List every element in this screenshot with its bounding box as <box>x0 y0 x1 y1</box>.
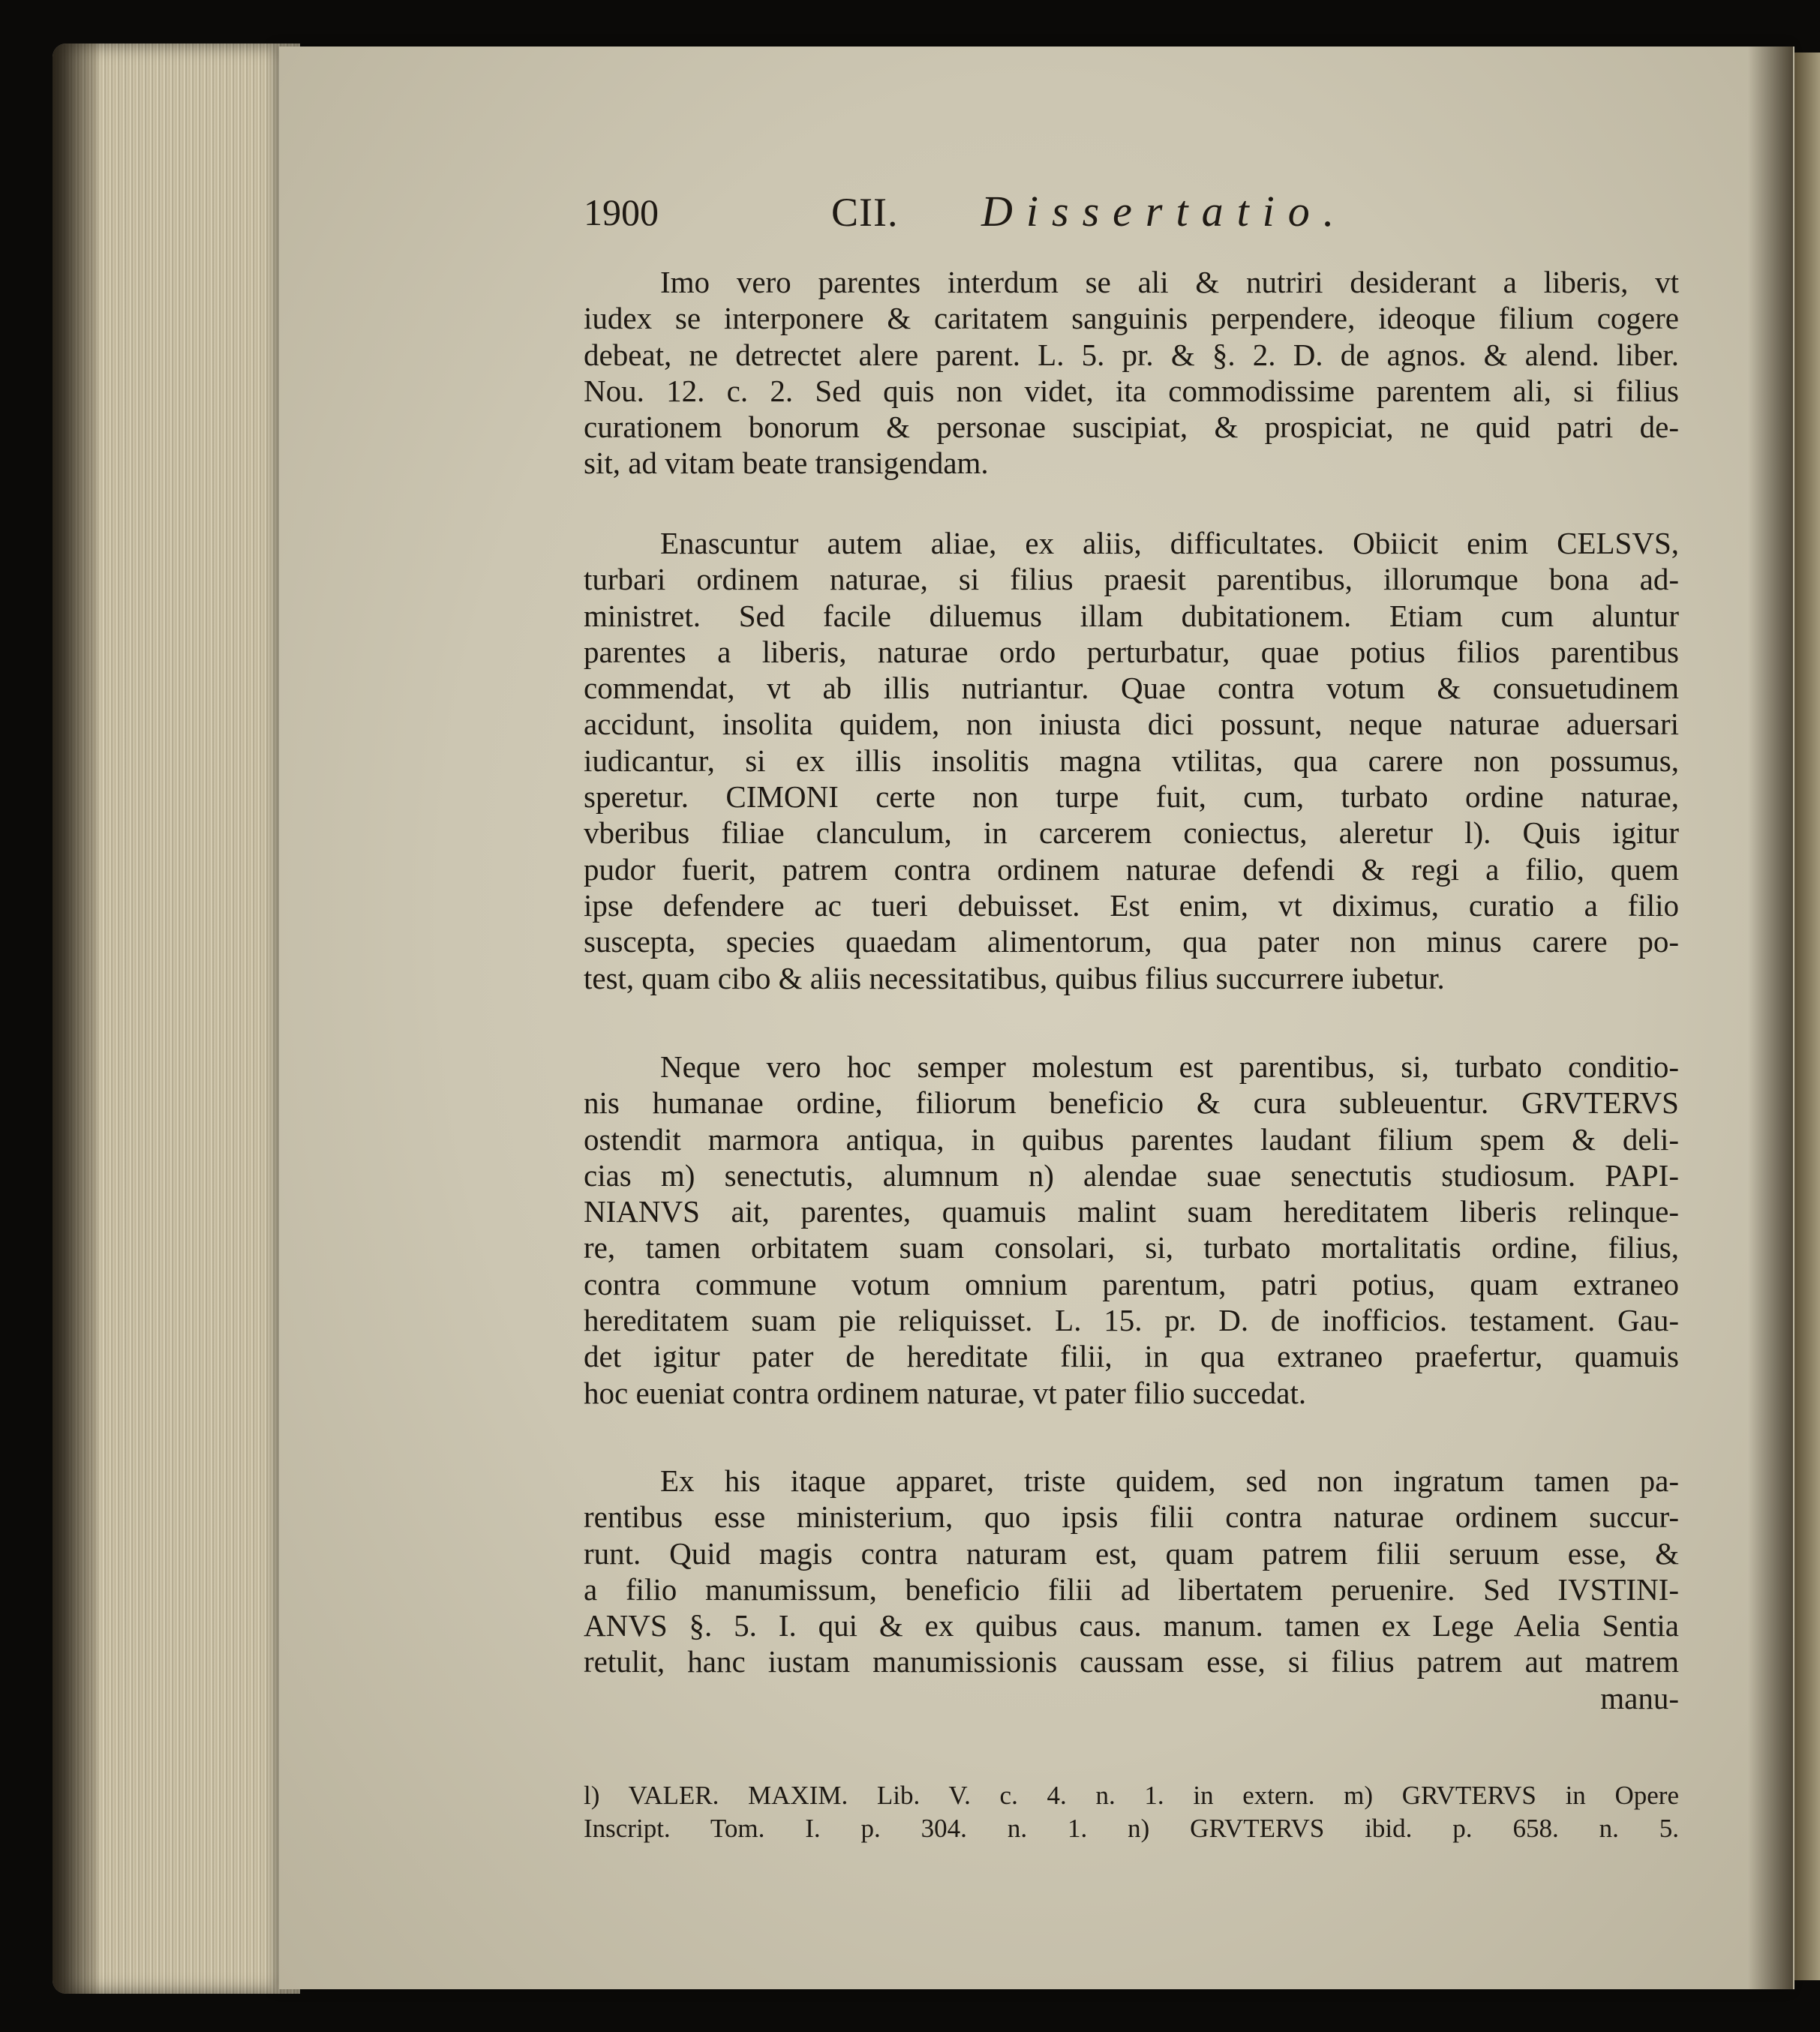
text-line: Enascuntur autem aliae, ex aliis, difficultates. Obiicit enim CELSVS, <box>660 526 1679 560</box>
footnote-line: Inscript. Tom. I. p. 304. n. 1. n) GRVTERVS ibid. p. 658. n. 5. <box>584 1814 1679 1843</box>
page-number: 1900 <box>584 191 659 233</box>
text-line: speretur. CIMONI certe non turpe fuit, cum, turbato ordine naturae, <box>584 779 1679 815</box>
text-line: test, quam cibo & aliis necessitatibus, quibus filius succurrere iubetur. <box>584 960 1445 995</box>
text-line: ANVS §. 5. I. qui & ex quibus caus. manum. tamen ex Lege Aelia Sentia <box>584 1608 1679 1643</box>
text-line: retulit, hanc iustam manumissionis caussam esse, si filius patrem aut matrem <box>584 1644 1679 1679</box>
text-line: iudex se interponere & caritatem sanguinis perpendere, ideoque filium cogere <box>584 301 1679 336</box>
text-line: runt. Quid magis contra naturam est, quam patrem filii seruum esse, & <box>584 1535 1679 1571</box>
text-line: turbari ordinem naturae, si filius praesit parentibus, illorumque bona ad- <box>584 562 1679 597</box>
dissertation-number: CII. <box>831 190 899 235</box>
text-line: accidunt, insolita quidem, non iniusta dici possunt, neque naturae aduersari <box>584 707 1679 742</box>
footnote-line: l) VALER. MAXIM. Lib. V. c. 4. n. 1. in extern. m) GRVTERVS in Opere <box>584 1781 1679 1810</box>
text-line: parentes a liberis, naturae ordo perturbatur, quae potius filios parentibus <box>584 634 1679 669</box>
text-line: ipse defendere ac tueri debuisset. Est enim, vt diximus, curatio a filio <box>584 887 1679 923</box>
footnotes <box>584 1779 1679 1845</box>
paragraph-4 <box>584 1463 1679 1716</box>
paragraph-2 <box>584 525 1679 996</box>
paragraph-1 <box>584 264 1679 482</box>
text-line: iudicantur, si ex illis insolitis magna vtilitas, qua carere non possumus, <box>584 743 1679 778</box>
text-line: det igitur pater de hereditate filii, in qua extraneo praefertur, quamuis <box>584 1339 1679 1374</box>
text-line: curationem bonorum & personae suscipiat, & prospiciat, ne quid patri de- <box>584 410 1679 445</box>
text-line: hoc eueniat contra ordinem naturae, vt pater filio succedat. <box>584 1375 1307 1410</box>
running-header <box>584 186 1679 246</box>
text-line: debeat, ne detrectet alere parent. L. 5. pr. & §. 2. D. de agnos. & alend. liber. <box>584 337 1679 372</box>
facing-page-edge <box>1794 53 1820 1980</box>
text-line: Neque vero hoc semper molestum est parentibus, si, turbato conditio- <box>660 1049 1679 1084</box>
header-title: Dissertatio. <box>981 187 1348 236</box>
text-line: contra commune votum omnium parentum, patri potius, quam extraneo <box>584 1266 1679 1301</box>
text-line: commendat, vt ab illis nutriantur. Quae contra votum & consuetudinem <box>584 671 1679 706</box>
paragraph-3 <box>584 1049 1679 1411</box>
text-line: pudor fuerit, patrem contra ordinem naturae defendi & regi a filio, quem <box>584 851 1679 887</box>
text-line: rentibus esse ministerium, quo ipsis filii contra naturae ordinem succur- <box>584 1499 1679 1535</box>
text-line: a filio manumissum, beneficio filii ad libertatem peruenire. Sed IVSTINI- <box>584 1571 1679 1607</box>
text-line: re, tamen orbitatem suam consolari, si, turbato mortalitatis ordine, filius, <box>584 1230 1679 1265</box>
text-line: vberibus filiae clanculum, in carcerem coniectus, aleretur l). Quis igitur <box>584 815 1679 851</box>
text-line: hereditatem suam pie reliquisset. L. 15. pr. D. de inofficios. testament. Gau- <box>584 1303 1679 1338</box>
text-line: suscepta, species quaedam alimentorum, qua pater non minus carere po- <box>584 924 1679 959</box>
text-line: Nou. 12. c. 2. Sed quis non videt, ita commodissime parentem ali, si filius <box>584 373 1679 408</box>
text-line: Imo vero parentes interdum se ali & nutriri desiderant a liberis, vt <box>660 265 1679 299</box>
text-line: ostendit marmora antiqua, in quibus parentes laudant filium spem & deli- <box>584 1121 1679 1157</box>
text-line: Ex his itaque apparet, triste quidem, sed non ingratum tamen pa- <box>660 1463 1679 1498</box>
book-spine-shadow <box>53 44 98 1994</box>
text-line: ministret. Sed facile diluemus illam dubitationem. Etiam cum aluntur <box>584 598 1679 633</box>
text-line: NIANVS ait, parentes, quamuis malint suam hereditatem liberis relinque- <box>584 1194 1679 1229</box>
catchword: manu- <box>1600 1680 1679 1715</box>
page-gutter-shadow <box>1748 47 1793 1989</box>
text-line: nis humanae ordine, filiorum beneficio & cura subleuentur. GRVTERVS <box>584 1085 1679 1121</box>
text-line: sit, ad vitam beate transigendam. <box>584 446 989 481</box>
text-line: cias m) senectutis, alumnum n) alendae suae senectutis studiosum. PAPI- <box>584 1157 1679 1193</box>
